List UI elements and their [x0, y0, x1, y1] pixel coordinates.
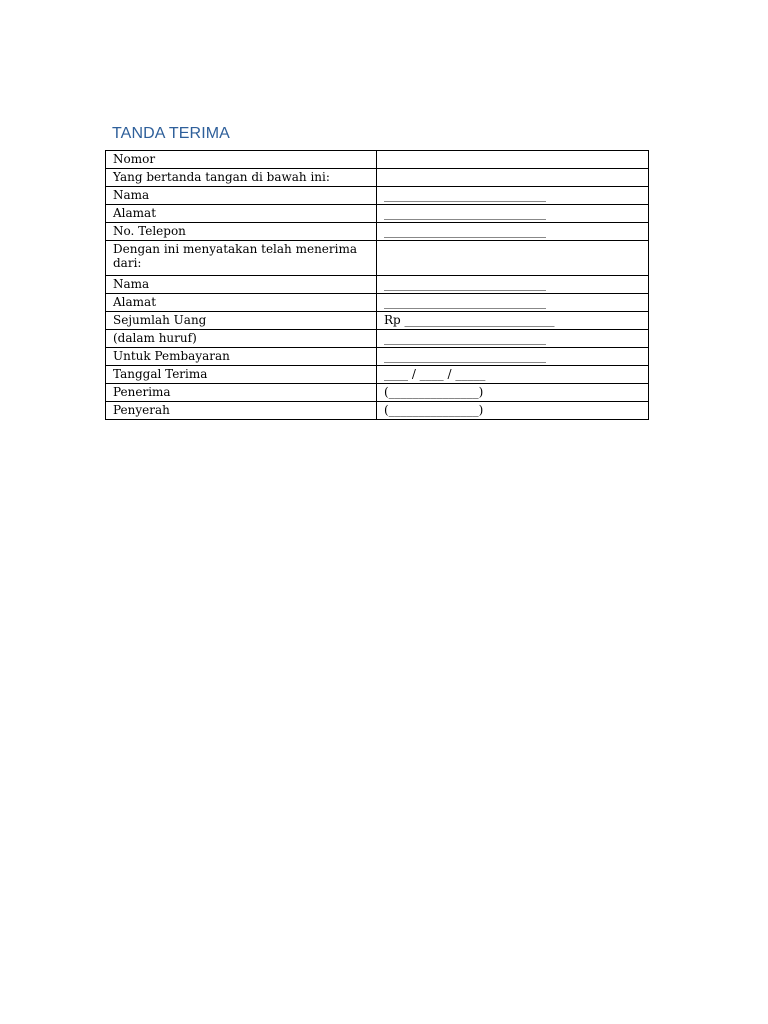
- row-label: (dalam huruf): [106, 330, 377, 348]
- table-row: [106, 366, 649, 384]
- row-value: ____ / ____ / _____: [377, 366, 649, 384]
- row-value: (_______________): [377, 402, 649, 420]
- table-row: [106, 294, 649, 312]
- row-value: ___________________________: [377, 294, 649, 312]
- document-title: TANDA TERIMA: [112, 125, 230, 142]
- row-label: Nomor: [106, 151, 377, 169]
- table-row: [106, 223, 649, 241]
- table-row: [106, 384, 649, 402]
- row-label: Dengan ini menyatakan telah menerima dari:: [106, 241, 377, 276]
- row-label: Alamat: [106, 205, 377, 223]
- table-row: [106, 151, 649, 169]
- row-value: Rp _________________________: [377, 312, 649, 330]
- row-value: [377, 169, 649, 187]
- row-label: Yang bertanda tangan di bawah ini:: [106, 169, 377, 187]
- row-label: Nama: [106, 187, 377, 205]
- row-label: Untuk Pembayaran: [106, 348, 377, 366]
- row-label: Alamat: [106, 294, 377, 312]
- row-label: No. Telepon: [106, 223, 377, 241]
- table-row: [106, 402, 649, 420]
- table-row: [106, 205, 649, 223]
- receipt-table: [105, 150, 649, 420]
- table-row: [106, 187, 649, 205]
- row-label: Penerima: [106, 384, 377, 402]
- table-row: [106, 276, 649, 294]
- row-value: ___________________________: [377, 276, 649, 294]
- row-value: [377, 241, 649, 276]
- row-label: Penyerah: [106, 402, 377, 420]
- row-value: ___________________________: [377, 330, 649, 348]
- table-row: [106, 348, 649, 366]
- table-row: [106, 312, 649, 330]
- row-value: ___________________________: [377, 348, 649, 366]
- row-value: ___________________________: [377, 205, 649, 223]
- table-row: [106, 330, 649, 348]
- row-label: Tanggal Terima: [106, 366, 377, 384]
- row-label: Nama: [106, 276, 377, 294]
- table-row: [106, 241, 649, 276]
- row-label: Sejumlah Uang: [106, 312, 377, 330]
- row-value: ___________________________: [377, 187, 649, 205]
- table-row: [106, 169, 649, 187]
- row-value: (_______________): [377, 384, 649, 402]
- row-value: [377, 151, 649, 169]
- row-value: ___________________________: [377, 223, 649, 241]
